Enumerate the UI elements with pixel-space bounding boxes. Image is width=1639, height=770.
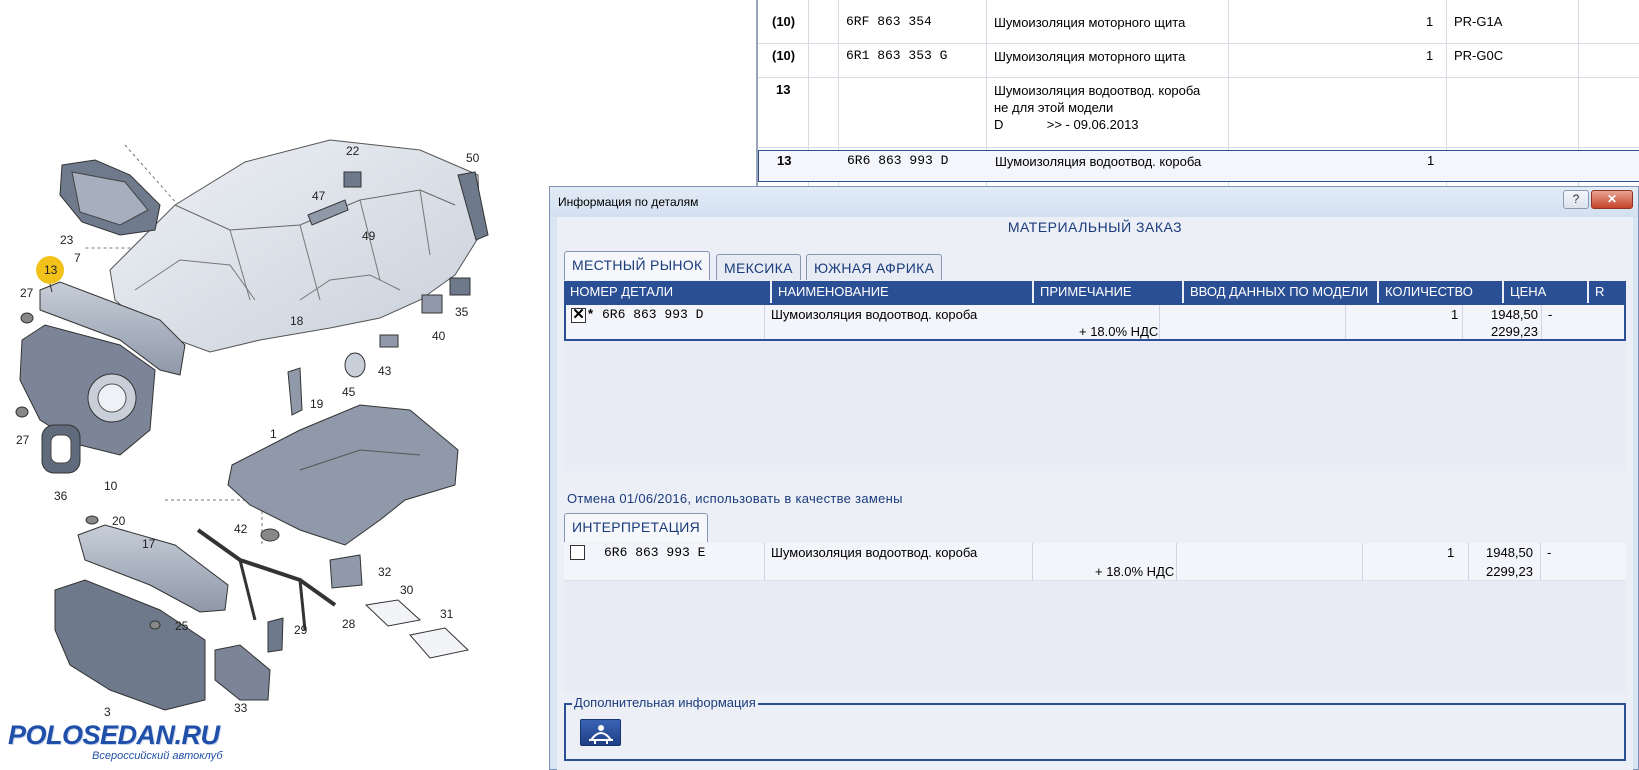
dialog-title: Информация по деталям — [558, 195, 699, 209]
callout: 35 — [455, 305, 469, 319]
cell-separator — [1362, 543, 1363, 581]
callout: 49 — [362, 229, 376, 243]
callout: 7 — [74, 251, 81, 265]
pos: 13 — [776, 82, 791, 97]
part-name: Шумоизоляция водоотвод. короба — [995, 154, 1202, 169]
cell-separator — [764, 305, 765, 339]
dialog-content — [557, 217, 1633, 770]
cell-separator — [1159, 305, 1160, 339]
qty: 1 — [1427, 153, 1435, 168]
callout: 31 — [440, 607, 454, 621]
qty: 1 — [1426, 14, 1434, 29]
section-header: МАТЕРИАЛЬНЫЙ ЗАКАЗ — [1007, 219, 1183, 235]
callout: 47 — [312, 189, 326, 203]
part-name: Шумоизоляция водоотвод. короба — [994, 83, 1201, 98]
replacement-row[interactable] — [564, 543, 1626, 581]
callout: 23 — [60, 233, 74, 247]
part-name: Шумоизоляция водоотвод. короба — [771, 545, 978, 560]
callout: 28 — [342, 617, 356, 631]
diagram-drawing — [0, 0, 520, 770]
price: 1948,50 — [1491, 307, 1538, 322]
row-star: * — [588, 306, 594, 321]
pr-code: PR-G1A — [1454, 14, 1503, 29]
callout-highlighted: 13 — [44, 263, 58, 277]
row-checkbox[interactable] — [570, 545, 585, 560]
cancellation-notice: Отмена 01/06/2016, использовать в качестве замены — [567, 491, 903, 506]
callout: 30 — [400, 583, 414, 597]
order-grid — [564, 281, 1626, 471]
cell-separator — [1541, 305, 1542, 339]
site-slogan: Всероссийский автоклуб — [92, 750, 223, 762]
r-value: - — [1548, 307, 1553, 322]
col-header-price[interactable]: ЦЕНА — [1504, 281, 1589, 303]
callout: 32 — [378, 565, 392, 579]
callout: 20 — [112, 514, 126, 528]
parts-list-table — [756, 0, 1639, 200]
callout: 17 — [142, 537, 156, 551]
part-name-note: не для этой модели — [994, 100, 1114, 115]
tab-south-africa[interactable]: ЮЖНАЯ АФРИКА — [806, 254, 942, 280]
callout: 40 — [432, 329, 446, 343]
price: 1948,50 — [1486, 545, 1533, 560]
col-header-qty[interactable]: КОЛИЧЕСТВО — [1379, 281, 1504, 303]
pos: (10) — [772, 14, 796, 29]
additional-info-group — [564, 695, 1626, 761]
callout: 10 — [104, 479, 118, 493]
pos: (10) — [772, 48, 796, 63]
part-name: Шумоизоляция моторного щита — [994, 15, 1186, 30]
callout: 22 — [346, 144, 360, 158]
pr-code: PR-G0C — [1454, 48, 1504, 63]
part-name: Шумоизоляция водоотвод. короба — [771, 307, 978, 322]
part-name-date: D >> - 09.06.2013 — [994, 117, 1139, 132]
callout: 33 — [234, 701, 248, 715]
callout: 18 — [290, 314, 304, 328]
callout: 25 — [175, 619, 189, 633]
part-number: 6R6 863 993 D — [602, 307, 704, 322]
cell-separator — [764, 543, 765, 581]
close-button[interactable]: ✕ — [1591, 190, 1633, 209]
cell-separator — [1345, 305, 1346, 339]
parts-list-row[interactable] — [758, 10, 1639, 44]
interpretation-grid — [564, 543, 1626, 693]
cell-separator — [1176, 543, 1177, 581]
part-number: 6R6 863 993 D — [847, 153, 949, 168]
car-lift-icon[interactable] — [580, 719, 621, 746]
col-header-note[interactable]: ПРИМЕЧАНИЕ — [1034, 281, 1184, 303]
col-header-model[interactable]: ВВОД ДАННЫХ ПО МОДЕЛИ — [1184, 281, 1379, 303]
callout: 19 — [310, 397, 324, 411]
callout: 1 — [270, 427, 277, 441]
order-row-selected[interactable] — [564, 303, 1626, 341]
callout: 42 — [234, 522, 248, 536]
callout: 29 — [294, 623, 308, 637]
dialog-titlebar[interactable] — [550, 187, 1638, 217]
part-info-dialog — [549, 186, 1639, 770]
cell-separator — [1540, 543, 1541, 581]
vat-note: + 18.0% НДС — [1095, 564, 1175, 579]
tab-local-market[interactable]: МЕСТНЫЙ РЫНОК — [564, 251, 710, 280]
qty: 1 — [1426, 48, 1434, 63]
callout: 45 — [342, 385, 356, 399]
parts-list-row[interactable] — [758, 44, 1639, 78]
col-header-part[interactable]: НОМЕР ДЕТАЛИ — [564, 281, 772, 303]
help-button[interactable]: ? — [1563, 190, 1589, 209]
price-with-vat: 2299,23 — [1486, 564, 1533, 579]
parts-diagram — [0, 0, 520, 770]
cell-separator — [1032, 543, 1033, 581]
price-with-vat: 2299,23 — [1491, 324, 1538, 339]
cell-separator — [1468, 543, 1469, 581]
parts-list-row-selected[interactable] — [758, 150, 1639, 182]
part-number: 6RF 863 354 — [846, 14, 932, 29]
callout: 50 — [466, 151, 480, 165]
part-number: 6R6 863 993 E — [604, 545, 706, 560]
r-value: - — [1547, 545, 1552, 560]
tab-mexico[interactable]: МЕКСИКА — [716, 254, 801, 280]
callout: 3 — [104, 705, 111, 719]
parts-list-row[interactable] — [758, 78, 1639, 148]
vat-note: + 18.0% НДС — [1079, 324, 1159, 339]
tab-interpretation[interactable]: ИНТЕРПРЕТАЦИЯ — [564, 513, 708, 542]
pos: 13 — [777, 153, 792, 168]
part-number: 6R1 863 353 G — [846, 48, 948, 63]
quantity: 1 — [1447, 545, 1455, 560]
callout: 27 — [16, 433, 30, 447]
callout: 36 — [54, 489, 68, 503]
site-logo: POLOSEDAN.RU — [8, 720, 220, 750]
cell-separator — [1462, 305, 1463, 339]
quantity: 1 — [1451, 307, 1459, 322]
col-header-name[interactable]: НАИМЕНОВАНИЕ — [772, 281, 1034, 303]
col-header-r[interactable]: R — [1589, 281, 1626, 303]
row-checkbox-checked[interactable]: ✕ — [572, 306, 585, 323]
callout: 27 — [20, 286, 34, 300]
part-name: Шумоизоляция моторного щита — [994, 49, 1186, 64]
callout: 43 — [378, 364, 392, 378]
additional-info-label: Дополнительная информация — [574, 695, 756, 710]
